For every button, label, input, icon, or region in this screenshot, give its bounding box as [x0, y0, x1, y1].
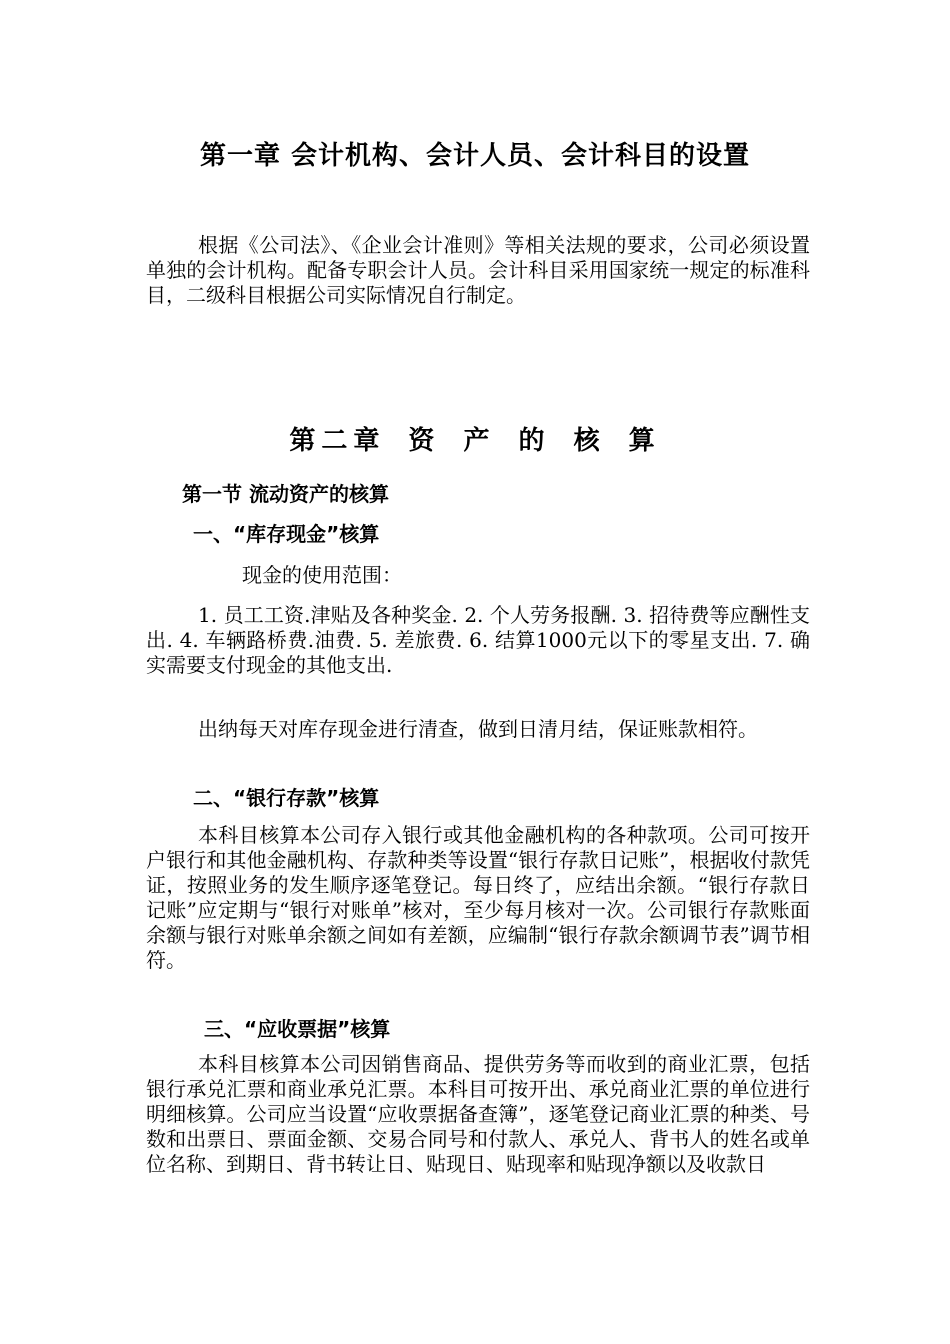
cash-check-text: 出纳每天对库存现金进行清查，做到日清月结，保证账款相符。: [198, 717, 758, 741]
bank-deposit-text: 本科目核算本公司存入银行或其他金融机构的各种款项。公司可按开户银行和其他金融机构、存款种类等设置“银行存款日记账”，根据收付款凭证，按照业务的发生顺序逐笔登记。每日终了，应结出余额。“银行存款日记账”应定期与“银行对账单”核对，至少每月核对一次。公司银行存款账面余额与银行对账单余额之间如有差额，应编制“银行存款余额调节表”调节相符。: [146, 823, 810, 972]
notes-receivable-text: 本科目核算本公司因销售商品、提供劳务等而收到的商业汇票，包括银行承兑汇票和商业承兑汇票。本科目可按开出、承兑商业汇票的单位进行明细核算。公司应当设置“应收票据备查簿”，逐笔登记商业汇票的种类、号数和出票日、票面金额、交易合同号和付款人、承兑人、背书人的姓名或单位名称、到期日、背书转让日、贴现日、贴现率和贴现净额以及收款日: [146, 1052, 810, 1176]
chapter-2-title: 第二章 资 产 的 核 算: [289, 426, 661, 456]
item-1-heading: 一、“库存现金”核算: [193, 522, 380, 546]
chapter-1-paragraph: 根据《公司法》、《企业会计准则》等相关法规的要求，公司必须设置单独的会计机构。配备专职会计人员。会计科目采用国家统一规定的标准科目，二级科目根据公司实际情况自行制定。: [146, 233, 810, 307]
section-1-title: 第一节 流动资产的核算: [182, 482, 389, 506]
cash-scope-intro: 现金的使用范围：: [242, 563, 402, 587]
cash-scope-list: 1. 员工工资.津贴及各种奖金. 2. 个人劳务报酬. 3. 招待费等应酬性支出. 4. 车辆路桥费.油费. 5. 差旅费. 6. 结算1000元以下的零星支出. 7. 确实需要支付现金的其他支出.: [146, 603, 810, 677]
item-3-heading: 三、“应收票据”核算: [204, 1017, 391, 1041]
chapter-1-title: 第一章 会计机构、会计人员、会计科目的设置: [199, 141, 751, 171]
item-2-heading: 二、“银行存款”核算: [193, 786, 380, 810]
